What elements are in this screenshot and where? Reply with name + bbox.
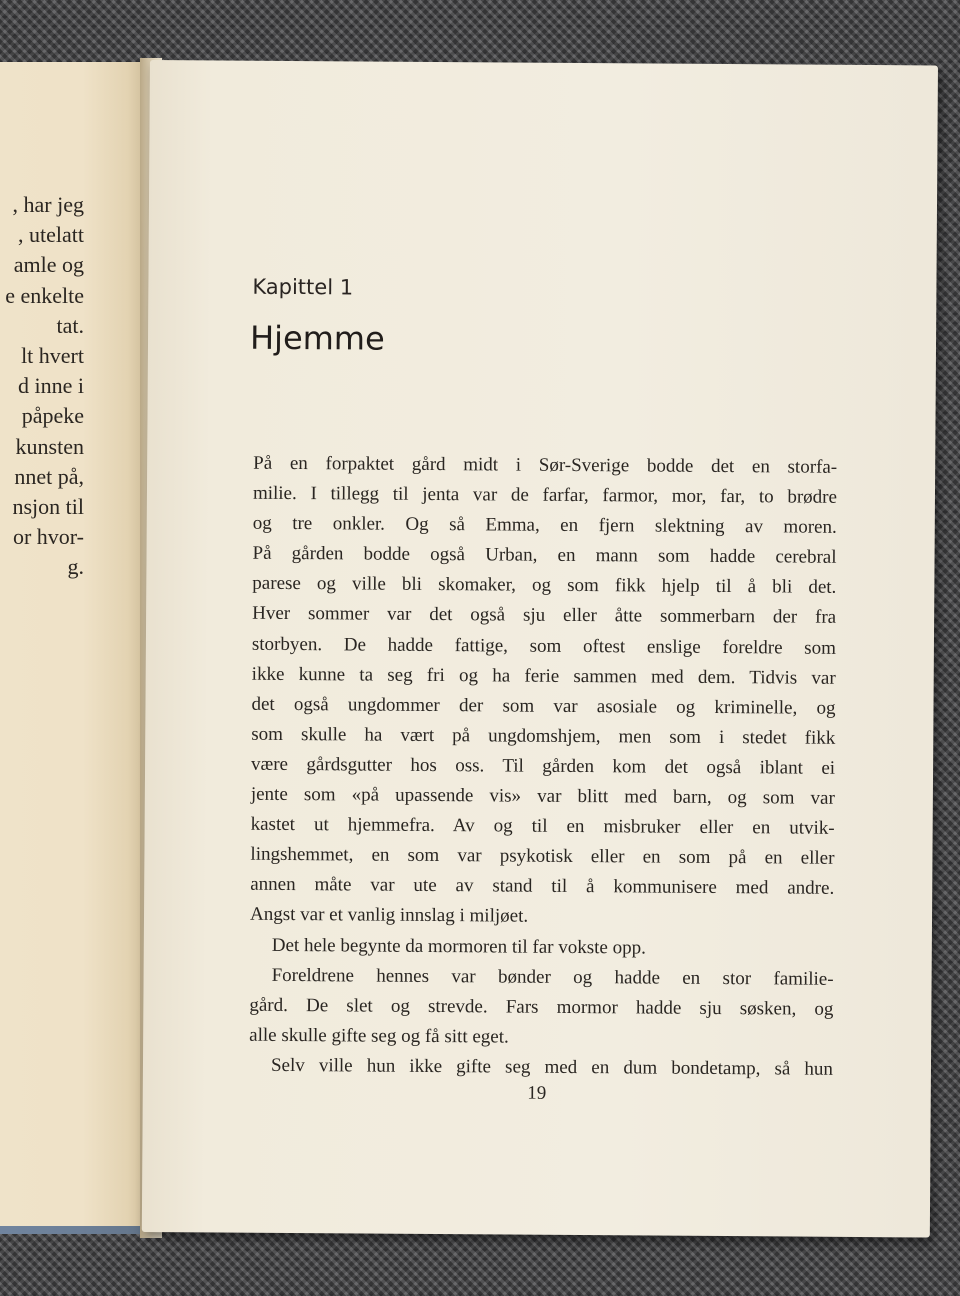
text-line: Hver sommer var det også sju eller åtte sommerbarn der fra [252,603,837,629]
text-line: Angst var et vanlig innslag i miljøet. [249,904,529,928]
left-line: nsjon til [12,494,84,520]
body-text [249,449,837,1085]
text-line: alle skulle gifte seg og få sitt eget. [249,1024,509,1048]
left-line: påpeke [21,403,84,429]
text-line: Foreldrene hennes var bønder og hadde en stor familie- [271,964,834,990]
text-line: lingshemmet, en som var psykotisk eller en som på en eller [250,843,835,870]
text-line: storbyen. De hadde fattige, som oftest enslige foreldre som [251,633,836,659]
text-line: Selv ville hun ikke gifte seg med en dum bondetamp, så hun [270,1054,834,1080]
text-line: som skulle ha vært på ungdomshjem, men som i stedet fikk [251,723,836,749]
text-line: og tre onkler. Og så Emma, en fjern slektning av moren. [252,512,837,538]
left-page-text [0,190,84,583]
right-page [142,60,938,1237]
left-line: g. [67,554,84,580]
chapter-label: Kapittel 1 [252,274,354,300]
left-line: , utelatt [18,222,84,248]
text-line: være gårdsgutter hos oss. Til gården kom det også iblant ei [251,753,836,779]
left-line: or hvor- [12,524,84,550]
text-line: milie. I tillegg til jenta var de farfar, farmor, mor, far, to brødre [252,482,838,508]
text-line: På en forpaktet gård midt i Sør-Sverige bodde det en storfa- [253,452,838,478]
text-line: Det hele begynte da mormoren til far vokste opp. [271,934,646,958]
left-line: kunsten [15,433,84,459]
text-line: annen måte var ute av stand til å kommunisere med andre. [250,874,835,900]
left-line: e enkelte [5,282,84,308]
text-line: På gården bodde også Urban, en mann som hadde cerebral [252,543,837,569]
left-line: , har jeg [12,192,84,217]
text-line: det også ungdommer der som var asosiale og kriminelle, og [251,693,836,719]
chapter-title: Hjemme [249,318,385,358]
left-line: d inne i [18,373,84,399]
page-number: 19 [527,1082,547,1104]
text-line: kastet ut hjemmefra. Av og til en misbruker eller en utvik- [250,813,835,839]
left-line: tat. [56,312,84,338]
text-line: ikke kunne ta seg fri og ha ferie sammen med dem. Tidvis var [251,663,836,689]
text-line: parese og ville bli skomaker, og som fikk hjelp til å bli det. [252,573,837,599]
left-page [0,62,150,1234]
left-line: nnet på, [14,463,84,489]
text-line: jente som «på upassende vis» var blitt med barn, og som var [250,783,835,809]
book-cover-edge [0,1226,150,1234]
left-line: amle og [13,252,84,278]
text-line: gård. De slet og strevde. Fars mormor hadde sju søsken, og [249,994,834,1020]
left-line: lt hvert [21,343,84,369]
